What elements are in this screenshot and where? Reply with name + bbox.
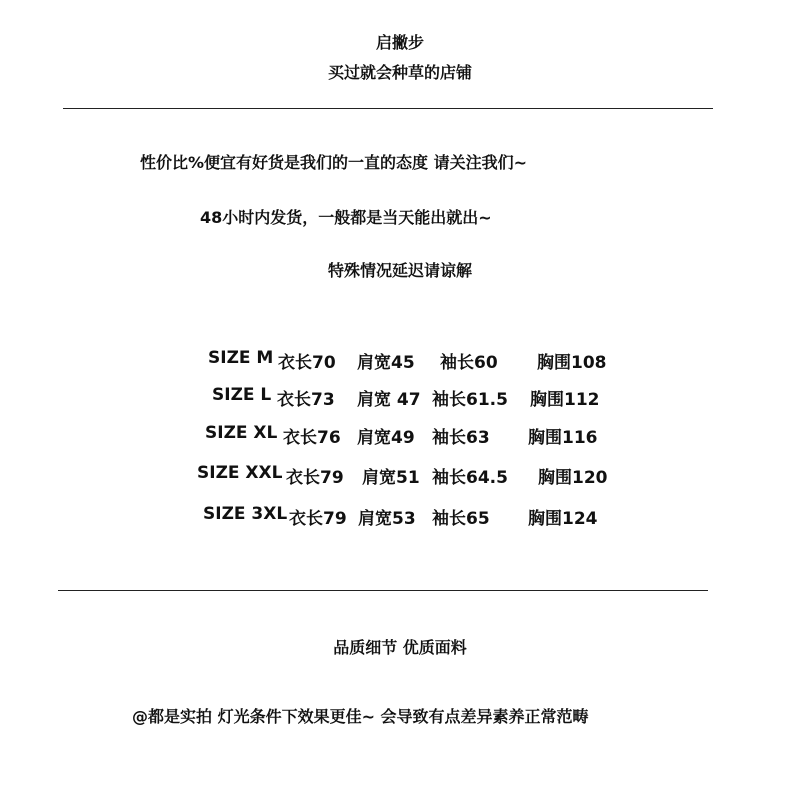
chest-value: 胸围120: [538, 468, 608, 488]
bottom-divider: [58, 590, 708, 591]
size-label: SIZE L: [212, 385, 272, 405]
length-value: 衣长79: [289, 509, 347, 529]
sleeve-value: 袖长61.5: [432, 390, 508, 410]
photo-note: @都是实拍 灯光条件下效果更佳~ 会导致有点差异素养正常范畴: [132, 707, 589, 726]
size-label: SIZE XL: [205, 423, 278, 443]
size-row-xl: [0, 423, 800, 448]
chest-value: 胸围112: [530, 390, 600, 410]
chest-value: 胸围108: [537, 353, 607, 373]
intro-line-shipping: 48小时内发货，一般都是当天能出就出~: [200, 208, 492, 227]
chest-value: 胸围124: [528, 509, 598, 529]
intro-line-delay: 特殊情况延迟请谅解: [327, 261, 472, 280]
top-divider: [63, 108, 713, 109]
size-label: SIZE 3XL: [203, 504, 288, 524]
shoulder-value: 肩宽49: [357, 428, 415, 448]
size-label: SIZE M: [208, 348, 274, 368]
length-value: 衣长79: [286, 468, 344, 488]
size-row-xxl: [0, 463, 800, 488]
sleeve-value: 袖长60: [440, 353, 498, 373]
intro-line-value: 性价比%便宜有好货是我们的一直的态度 请关注我们~: [140, 153, 528, 172]
quality-heading: 品质细节 优质面料: [333, 638, 467, 657]
shop-tagline: 买过就会种草的店铺: [327, 63, 472, 82]
shoulder-value: 肩宽 47: [357, 390, 421, 410]
sleeve-value: 袖长63: [432, 428, 490, 448]
length-value: 衣长73: [277, 390, 335, 410]
size-row-m: [0, 348, 800, 373]
length-value: 衣长70: [278, 353, 336, 373]
shoulder-value: 肩宽51: [362, 468, 420, 488]
sleeve-value: 袖长65: [432, 509, 490, 529]
shoulder-value: 肩宽45: [357, 353, 415, 373]
length-value: 衣长76: [283, 428, 341, 448]
shoulder-value: 肩宽53: [358, 509, 416, 529]
size-row-l: [0, 385, 800, 410]
brand-title: 启撇步: [375, 33, 424, 52]
sleeve-value: 袖长64.5: [432, 468, 508, 488]
size-label: SIZE XXL: [197, 463, 283, 483]
chest-value: 胸围116: [528, 428, 598, 448]
size-row-3xl: [0, 504, 800, 529]
